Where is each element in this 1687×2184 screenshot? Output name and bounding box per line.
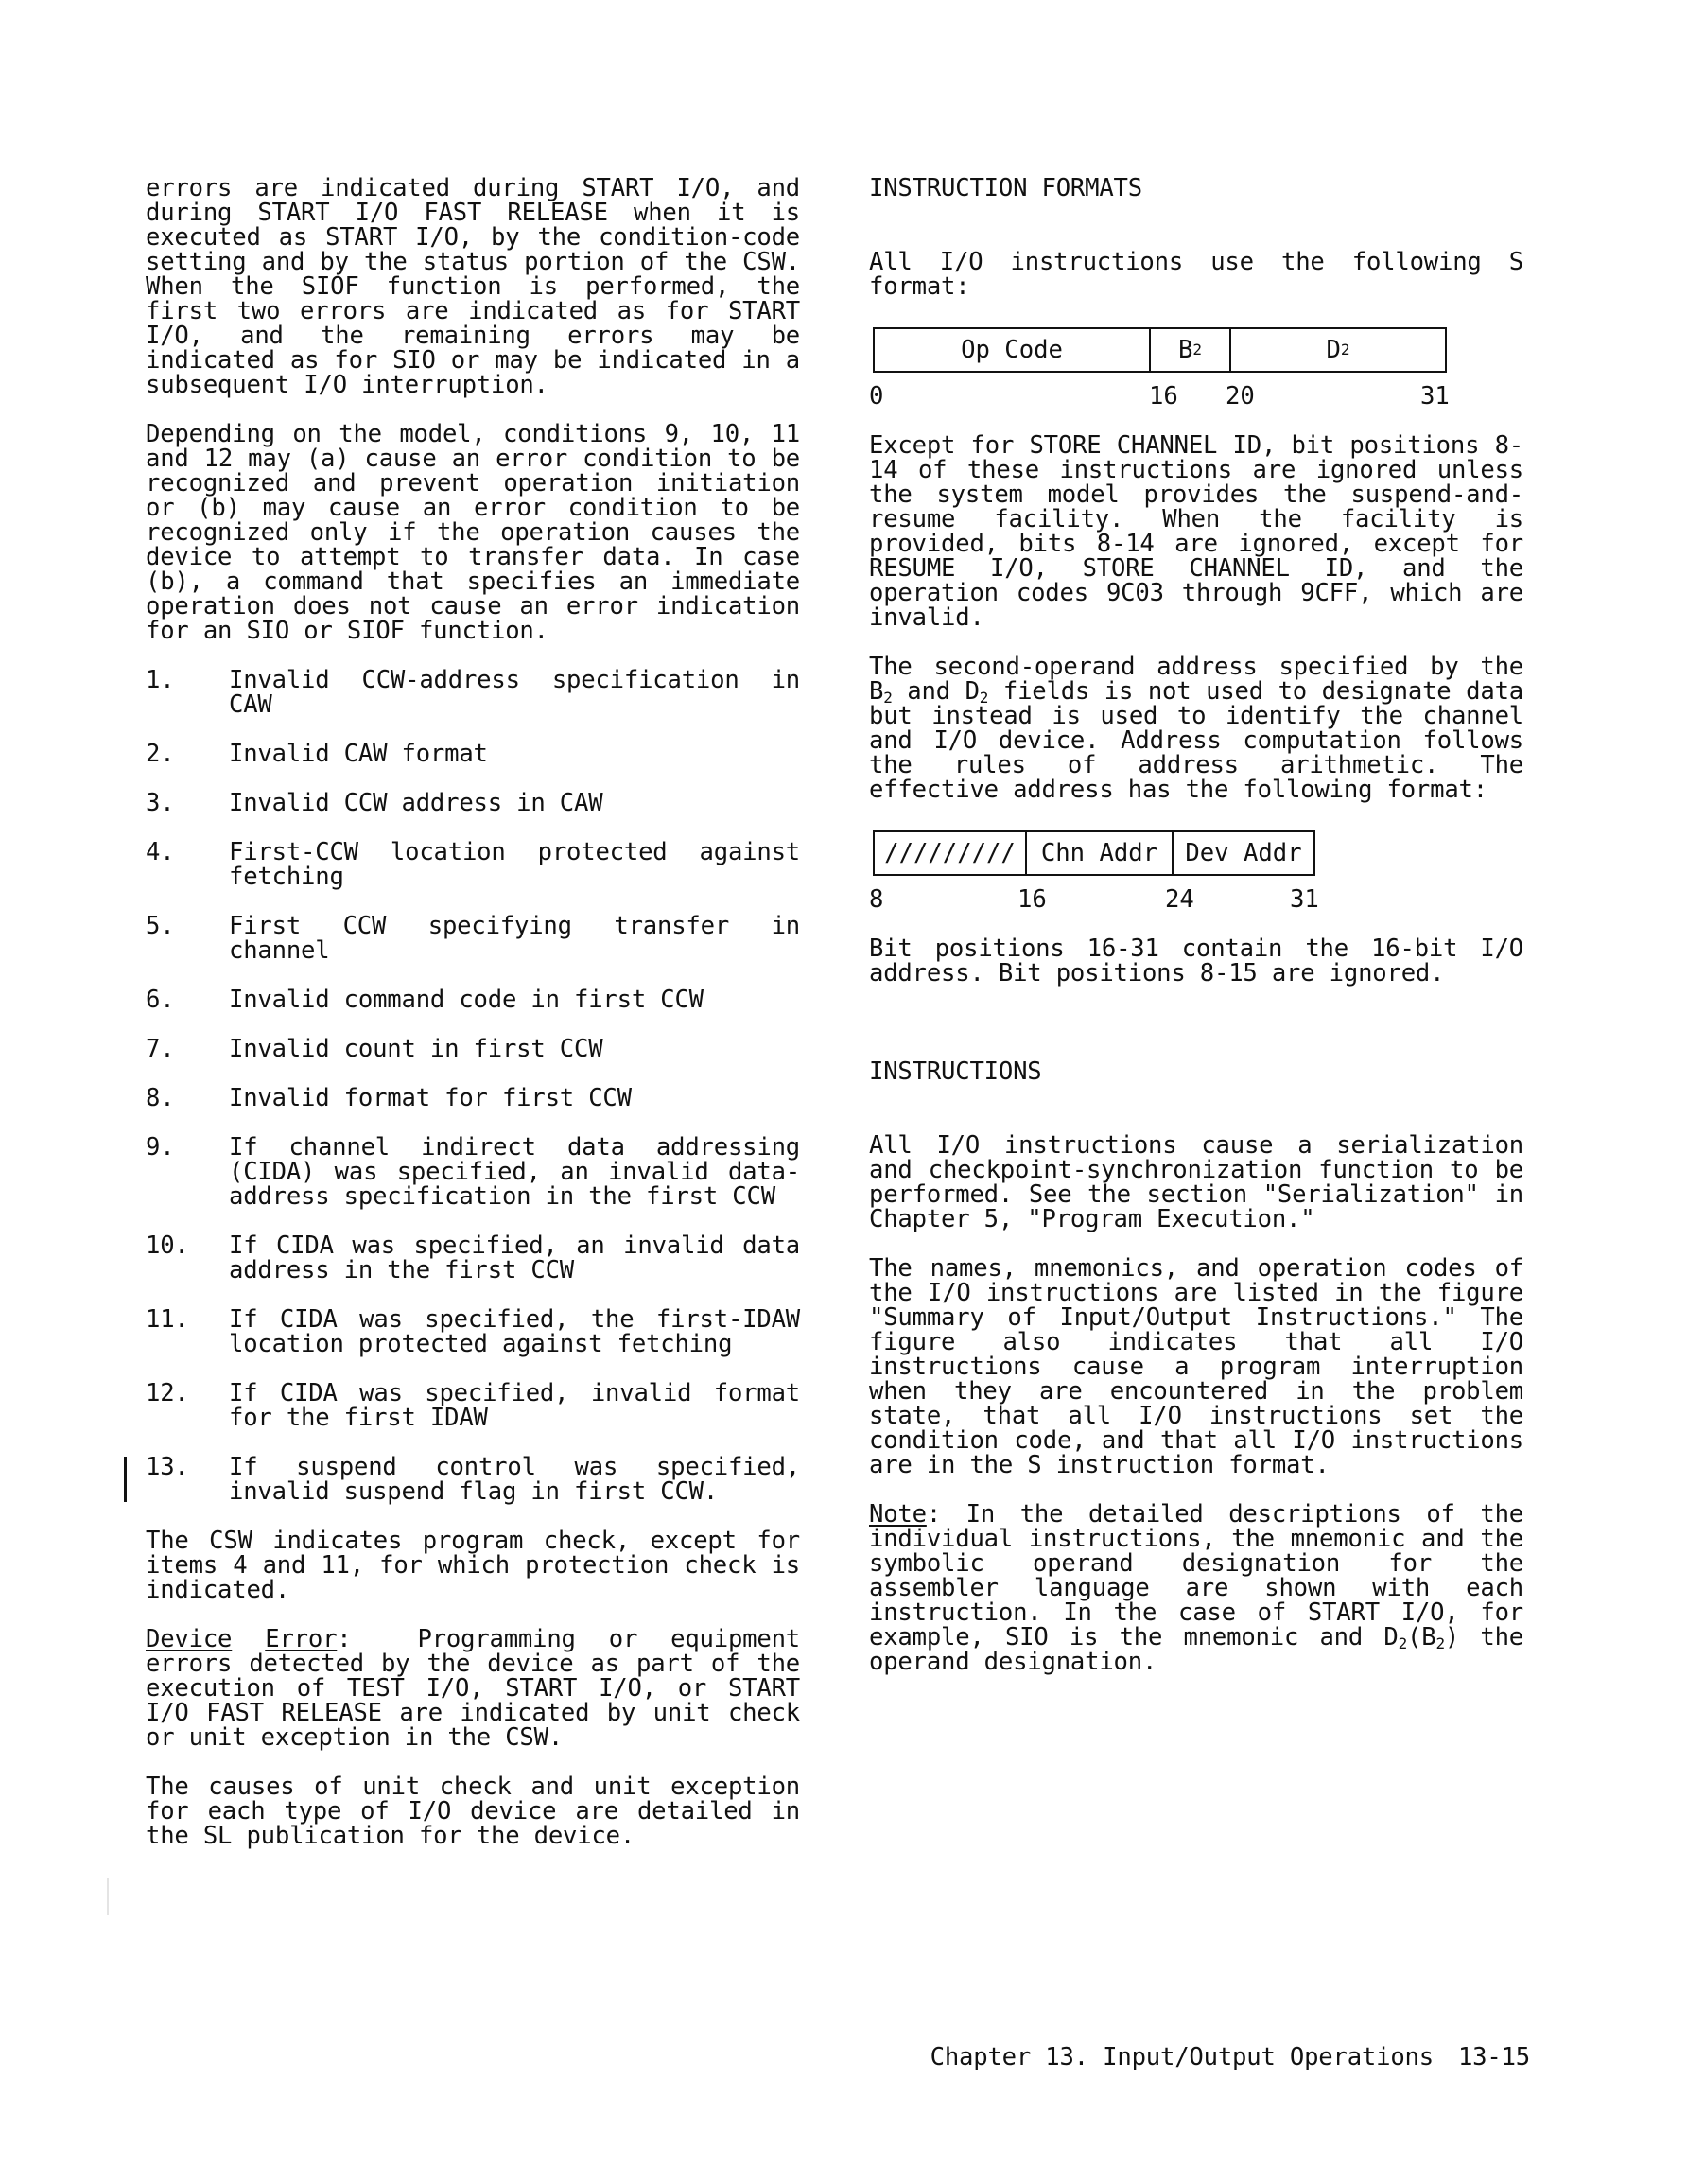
field-d2-letter: D	[1326, 336, 1341, 364]
subscript-2: 2	[979, 689, 989, 707]
list-item-number: 9.	[146, 1133, 175, 1162]
heading-instruction-formats: INSTRUCTION FORMATS	[869, 174, 1142, 202]
error-list-item	[146, 1233, 800, 1283]
second-operand-text-2: and D	[892, 677, 980, 706]
paragraph-unit-check-causes: The causes of unit check and unit exception for each type of I/O device are detailed in the SL publication for the device.	[146, 1773, 800, 1850]
bit-label: 24	[1165, 885, 1194, 914]
page-footer	[836, 2043, 1530, 2071]
heading-instructions: INSTRUCTIONS	[869, 1057, 1042, 1086]
list-item-number: 1.	[146, 666, 175, 694]
right-column	[869, 176, 1523, 1674]
second-operand-text-1: The second-operand address specified by the B	[869, 653, 1523, 706]
error-list-item	[146, 1135, 800, 1209]
error-list-item	[146, 1086, 800, 1110]
address-format-box	[873, 830, 1315, 876]
list-item-text: Invalid CCW-address specification in CAW	[229, 666, 800, 719]
list-item-number: 8.	[146, 1084, 175, 1112]
s-format-diagram	[869, 327, 1523, 373]
device-error-text: Programming or equipment errors detected by the device as part of the execution of TEST I/O, START I/O, or START I/O FAST RELEASE are indicated by unit check or unit exception in the CSW.	[146, 1625, 801, 1752]
list-item-text: Invalid format for first CCW	[229, 1084, 632, 1112]
list-item-number: 11.	[146, 1305, 189, 1334]
list-item-text: If CIDA was specified, the first-IDAW location protected against fetching	[229, 1305, 800, 1358]
note-text-2: (B	[1407, 1623, 1436, 1651]
device-error-label-device: Device	[146, 1625, 233, 1653]
list-item-number: 6.	[146, 986, 175, 1014]
field-b2: B 2	[1149, 329, 1229, 371]
list-item-number: 5.	[146, 912, 175, 940]
error-condition-list	[146, 668, 800, 1504]
field-op-code: Op Code	[961, 336, 1063, 364]
list-item-text: If channel indirect data addressing (CIDA) was specified, an invalid data-address specification in the first CCW	[229, 1133, 800, 1211]
subscript-2: 2	[1435, 1634, 1445, 1652]
field-device-address: Dev Addr	[1172, 832, 1313, 874]
field-channel-address: Chn Addr	[1025, 832, 1172, 874]
footer-page-number: 13-15	[1457, 2043, 1530, 2071]
subscript-2: 2	[1398, 1634, 1408, 1652]
paragraph-error-indication: errors are indicated during START I/O, and during START I/O FAST RELEASE when it is executed as START I/O, by the condition-code setting and by the status portion of the CSW. When the SIOF function is performed, the first two errors are indicated as for START I/O, and the remaining errors may be indicated as for SIO or may be indicated in a subsequent I/O interruption.	[146, 174, 800, 399]
list-item-text: If CIDA was specified, an invalid data address in the first CCW	[229, 1232, 800, 1284]
paragraph-names-mnemonics: The names, mnemonics, and operation codes of the I/O instructions are listed in the figure "Summary of Input/Output Instructions." The figure also indicates that all I/O instructions cause a program interruption when they are encountered in the problem state, that all I/O instructions set the condition code, and that all I/O instructions are in the S instruction format.	[869, 1254, 1523, 1479]
subscript-2: 2	[883, 689, 893, 707]
note-text-1: In the detailed descriptions of the individual instructions, the mnemonic and the symbolic operand designation for the assembler language are shown with each instruction. In the case of START I/O, for example, SIO is the mnemonic and D	[869, 1500, 1523, 1651]
left-column	[146, 176, 800, 1848]
list-item-number: 13.	[146, 1453, 189, 1481]
paragraph-except-store-channel-id: Except for STORE CHANNEL ID, bit positions 8-14 of these instructions are ignored unless the system model provides the suspend-and-resume facility. When the facility is provided, bits 8-14 are ignored, except for RESUME I/O, STORE CHANNEL ID, and the operation codes 9C03 through 9CFF, which are invalid.	[869, 431, 1523, 632]
list-item-text: First CCW specifying transfer in channel	[229, 912, 800, 965]
s-format-box	[873, 327, 1447, 373]
field-d2: D 2	[1229, 329, 1445, 371]
paragraph-serialization: All I/O instructions cause a serialization and checkpoint-synchronization function to be performed. See the section "Serialization" in Chapter 5, "Program Execution."	[869, 1131, 1523, 1233]
list-item-text: First-CCW location protected against fetching	[229, 838, 800, 891]
device-error-colon: :	[337, 1625, 352, 1653]
bit-label: 20	[1226, 382, 1255, 411]
list-item-number: 10.	[146, 1232, 189, 1260]
device-error-label-error: Error	[265, 1625, 338, 1653]
address-format-diagram	[869, 830, 1523, 876]
error-list-item	[146, 742, 800, 766]
bit-label: 31	[1290, 885, 1319, 914]
field-ignored-bits: /////////	[884, 839, 1016, 867]
error-list-item	[146, 1455, 800, 1504]
list-item-text: Invalid CCW address in CAW	[229, 789, 603, 817]
paragraph-s-format: All I/O instructions use the following S format:	[869, 248, 1523, 301]
paragraph-device-error	[146, 1627, 800, 1750]
list-item-text: Invalid count in first CCW	[229, 1035, 603, 1063]
error-list-item	[146, 840, 800, 889]
list-item-text: Invalid CAW format	[229, 740, 488, 768]
paragraph-second-operand	[869, 655, 1523, 802]
list-item-number: 3.	[146, 789, 175, 817]
bit-label: 16	[1149, 382, 1178, 411]
error-list-item	[146, 987, 800, 1012]
error-list-item	[146, 668, 800, 717]
error-list-item	[146, 1381, 800, 1430]
bit-label: 31	[1420, 382, 1450, 411]
list-item-number: 12.	[146, 1379, 189, 1407]
error-list-item	[146, 914, 800, 963]
paragraph-model-conditions: Depending on the model, conditions 9, 10, 11 and 12 may (a) cause an error condition to be recognized and prevent operation initiation or (b) may cause an error condition to be recognized only if the operation causes the device to attempt to transfer data. In case (b), a command that specifies an immediate operation does not cause an error indication for an SIO or SIOF function.	[146, 420, 800, 645]
s-format-bit-labels	[869, 384, 1523, 416]
list-item-number: 2.	[146, 740, 175, 768]
footer-chapter-title: Chapter 13. Input/Output Operations	[930, 2043, 1434, 2071]
field-b2-letter: B	[1177, 336, 1193, 364]
list-item-text: If CIDA was specified, invalid format for the first IDAW	[229, 1379, 800, 1432]
bit-label: 8	[869, 885, 884, 914]
list-item-text: Invalid command code in first CCW	[229, 986, 704, 1014]
error-list-item	[146, 791, 800, 815]
paragraph-bit-positions: Bit positions 16-31 contain the 16-bit I/O address. Bit positions 8-15 are ignored.	[869, 935, 1523, 987]
scan-artifact-mark	[107, 1878, 109, 1915]
error-list-item	[146, 1307, 800, 1356]
error-list-item	[146, 1037, 800, 1061]
bit-label: 16	[1017, 885, 1047, 914]
list-item-number: 7.	[146, 1035, 175, 1063]
note-text-3: ) the operand designation.	[869, 1623, 1523, 1676]
second-operand-text-3: fields is not used to designate data but instead is used to identify the channel and I/O device. Address computation follows the rules of address arithmetic. The effective address has the following format:	[869, 677, 1523, 804]
note-label: Note	[869, 1500, 927, 1529]
address-format-bit-labels	[869, 887, 1523, 919]
paragraph-note	[869, 1502, 1523, 1674]
bit-label: 0	[869, 382, 884, 411]
list-item-number: 4.	[146, 838, 175, 866]
list-item-text: If suspend control was specified, invalid suspend flag in first CCW.	[229, 1453, 800, 1506]
paragraph-csw-program-check: The CSW indicates program check, except for items 4 and 11, for which protection check is indicated.	[146, 1527, 800, 1604]
note-colon: :	[926, 1500, 942, 1529]
